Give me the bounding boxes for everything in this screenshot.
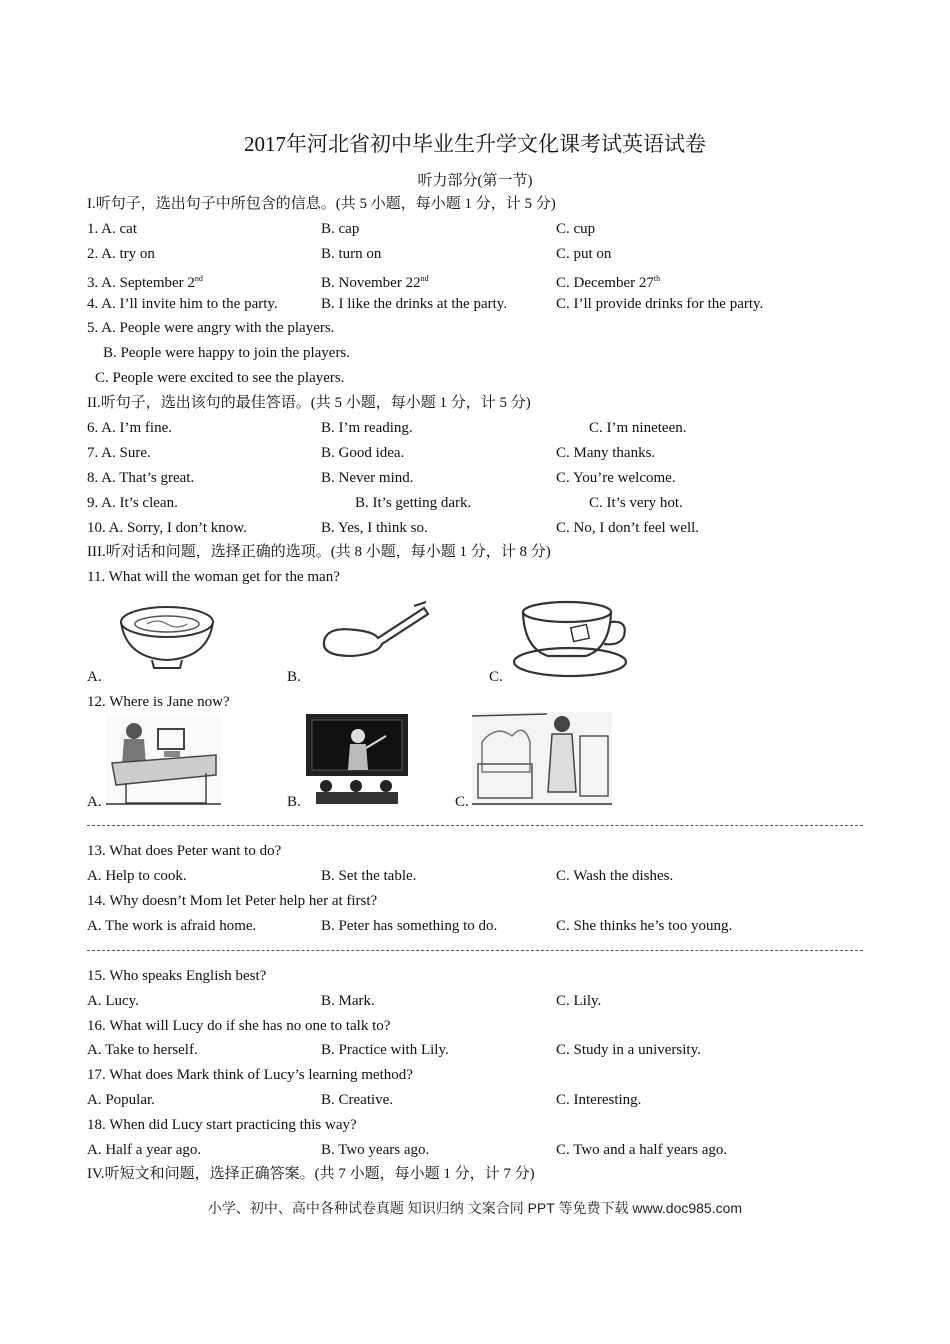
q12-option-c: C. bbox=[455, 794, 469, 810]
q11-question: 11. What will the woman get for the man? bbox=[87, 569, 340, 585]
q5-option-c: C. People were excited to see the players. bbox=[95, 370, 345, 386]
q10-option-c: C. No, I don’t feel well. bbox=[556, 520, 700, 536]
q10-option-a: 10. A. Sorry, I don’t know. bbox=[87, 520, 247, 536]
q17-question: 17. What does Mark think of Lucy’s learning method? bbox=[87, 1067, 413, 1083]
q9-option-c: C. It’s very hot. bbox=[589, 495, 683, 511]
teacup-icon bbox=[512, 598, 632, 680]
q13-option-a: A. Help to cook. bbox=[87, 868, 187, 884]
q16-option-c: C. Study in a university. bbox=[556, 1042, 701, 1058]
q15-option-b: B. Mark. bbox=[321, 993, 375, 1009]
q3-option-a: 3. A. September 2nd bbox=[87, 274, 203, 291]
q15-option-a: A. Lucy. bbox=[87, 993, 139, 1009]
q14-option-a: A. The work is afraid home. bbox=[87, 918, 257, 934]
q8-option-b: B. Never mind. bbox=[321, 470, 414, 486]
section-3-heading: III.听对话和问题，选择正确的选项。(共 8 小题，每小题 1 分，计 8 分) bbox=[87, 544, 551, 560]
q6-option-a: 6. A. I’m fine. bbox=[87, 420, 172, 436]
q2-option-c: C. put on bbox=[556, 246, 612, 262]
q6-option-b: B. I’m reading. bbox=[321, 420, 413, 436]
q18-option-b: B. Two years ago. bbox=[321, 1142, 430, 1158]
page-title: 2017年河北省初中毕业生升学文化课考试英语试卷 bbox=[244, 132, 706, 156]
q12-option-a: A. bbox=[87, 794, 102, 810]
q18-question: 18. When did Lucy start practicing this way? bbox=[87, 1117, 357, 1133]
q3-option-b: B. November 22nd bbox=[321, 274, 429, 291]
q16-question: 16. What will Lucy do if she has no one to talk to? bbox=[87, 1018, 391, 1034]
q7-option-b: B. Good idea. bbox=[321, 445, 405, 461]
page-footer: 小学、初中、高中各种试卷真题 知识归纳 文案合同 PPT 等免费下载 www.doc985.com bbox=[207, 1200, 743, 1216]
q8-option-a: 8. A. That’s great. bbox=[87, 470, 195, 486]
office-desk-icon bbox=[106, 715, 221, 805]
q15-option-c: C. Lily. bbox=[556, 993, 602, 1009]
divider bbox=[87, 825, 863, 826]
q7-option-c: C. Many thanks. bbox=[556, 445, 656, 461]
q13-option-c: C. Wash the dishes. bbox=[556, 868, 674, 884]
q8-option-c: C. You’re welcome. bbox=[556, 470, 676, 486]
q1-option-b: B. cap bbox=[321, 221, 360, 237]
q5-option-a: 5. A. People were angry with the players. bbox=[87, 320, 335, 336]
q13-option-b: B. Set the table. bbox=[321, 868, 417, 884]
q4-option-a: 4. A. I’ll invite him to the party. bbox=[87, 296, 278, 312]
section-2-heading: II.听句子，选出该句的最佳答语。(共 5 小题，每小题 1 分，计 5 分) bbox=[87, 395, 531, 411]
q9-option-a: 9. A. It’s clean. bbox=[87, 495, 178, 511]
q16-option-b: B. Practice with Lily. bbox=[321, 1042, 449, 1058]
q2-option-a: 2. A. try on bbox=[87, 246, 155, 262]
section-4-heading: IV.听短文和问题，选择正确答案。(共 7 小题，每小题 1 分，计 7 分) bbox=[87, 1166, 535, 1182]
q17-option-b: B. Creative. bbox=[321, 1092, 394, 1108]
q17-option-a: A. Popular. bbox=[87, 1092, 155, 1108]
q1-option-a: 1. A. cat bbox=[87, 221, 137, 237]
q11-option-a: A. bbox=[87, 669, 102, 685]
q4-option-c: C. I’ll provide drinks for the party. bbox=[556, 296, 764, 312]
q4-option-b: B. I like the drinks at the party. bbox=[321, 296, 508, 312]
classroom-icon bbox=[306, 714, 408, 806]
q9-option-b: B. It’s getting dark. bbox=[355, 495, 472, 511]
q10-option-b: B. Yes, I think so. bbox=[321, 520, 428, 536]
q18-option-a: A. Half a year ago. bbox=[87, 1142, 202, 1158]
q12-option-b: B. bbox=[287, 794, 301, 810]
q1-option-c: C. cup bbox=[556, 221, 596, 237]
q3-option-c: C. December 27th bbox=[556, 274, 661, 291]
q6-option-c: C. I’m nineteen. bbox=[589, 420, 687, 436]
section-1-heading: I.听句子，选出句子中所包含的信息。(共 5 小题，每小题 1 分，计 5 分) bbox=[87, 196, 556, 212]
q13-question: 13. What does Peter want to do? bbox=[87, 843, 282, 859]
page-subtitle: 听力部分(第一节) bbox=[417, 173, 533, 189]
q14-question: 14. Why doesn’t Mom let Peter help her at first? bbox=[87, 893, 378, 909]
hospital-icon bbox=[472, 712, 612, 806]
q16-option-a: A. Take to herself. bbox=[87, 1042, 198, 1058]
divider bbox=[87, 950, 863, 951]
spoon-icon bbox=[316, 600, 431, 662]
q17-option-c: C. Interesting. bbox=[556, 1092, 642, 1108]
q2-option-b: B. turn on bbox=[321, 246, 382, 262]
q12-question: 12. Where is Jane now? bbox=[87, 694, 230, 710]
q11-option-b: B. bbox=[287, 669, 301, 685]
q11-option-c: C. bbox=[489, 669, 503, 685]
q5-option-b: B. People were happy to join the players. bbox=[103, 345, 351, 361]
q7-option-a: 7. A. Sure. bbox=[87, 445, 151, 461]
q15-question: 15. Who speaks English best? bbox=[87, 968, 267, 984]
q14-option-b: B. Peter has something to do. bbox=[321, 918, 498, 934]
bowl-icon bbox=[112, 600, 222, 672]
q18-option-c: C. Two and a half years ago. bbox=[556, 1142, 728, 1158]
q14-option-c: C. She thinks he’s too young. bbox=[556, 918, 733, 934]
